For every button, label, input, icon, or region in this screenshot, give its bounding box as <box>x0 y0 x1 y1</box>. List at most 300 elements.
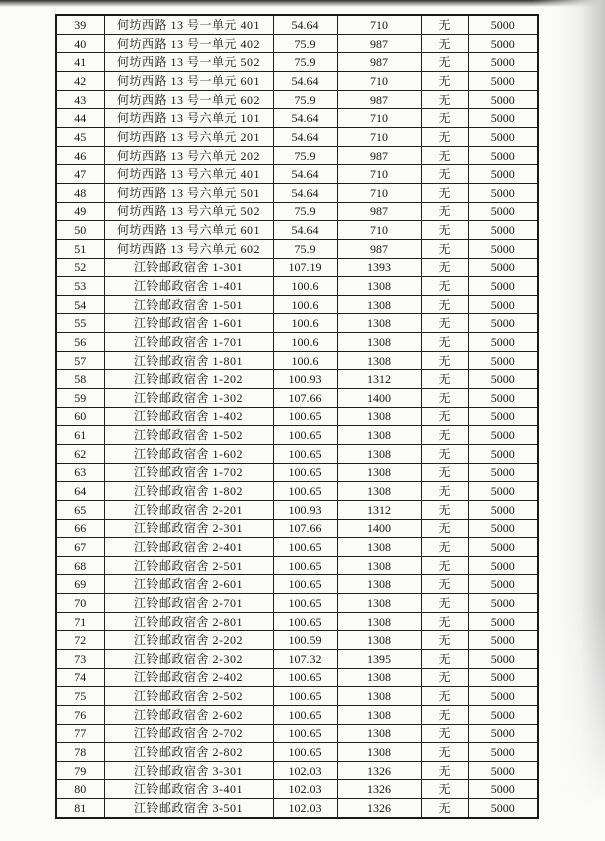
cell-deposit: 5000 <box>468 519 538 538</box>
cell-remark: 无 <box>421 799 468 818</box>
cell-address: 江铃邮政宿舍 2-301 <box>104 519 273 538</box>
cell-no: 80 <box>56 780 104 799</box>
cell-deposit: 5000 <box>468 295 538 314</box>
table-row <box>56 724 538 743</box>
table-row <box>56 705 538 724</box>
cell-deposit: 5000 <box>468 53 538 72</box>
cell-remark: 无 <box>421 705 468 724</box>
table-row <box>56 389 538 408</box>
cell-address: 江铃邮政宿舍 1-501 <box>104 295 273 314</box>
cell-area: 107.32 <box>273 649 337 668</box>
cell-price: 1400 <box>337 389 421 408</box>
cell-deposit: 5000 <box>468 202 538 221</box>
cell-address: 江铃邮政宿舍 2-501 <box>104 556 273 575</box>
table-row <box>56 444 538 463</box>
table-row <box>56 743 538 762</box>
cell-price: 1308 <box>337 333 421 352</box>
cell-address: 江铃邮政宿舍 1-502 <box>104 426 273 445</box>
cell-no: 56 <box>56 333 104 352</box>
cell-deposit: 5000 <box>468 72 538 91</box>
cell-price: 987 <box>337 34 421 53</box>
table-row <box>56 519 538 538</box>
cell-deposit: 5000 <box>468 482 538 501</box>
cell-area: 100.65 <box>273 538 337 557</box>
cell-no: 53 <box>56 277 104 296</box>
cell-deposit: 5000 <box>468 314 538 333</box>
cell-address: 何坊西路 13 号六单元 502 <box>104 202 273 221</box>
cell-area: 75.9 <box>273 146 337 165</box>
cell-area: 100.65 <box>273 612 337 631</box>
cell-area: 102.03 <box>273 761 337 780</box>
cell-remark: 无 <box>421 15 468 34</box>
cell-deposit: 5000 <box>468 407 538 426</box>
cell-remark: 无 <box>421 594 468 613</box>
cell-deposit: 5000 <box>468 444 538 463</box>
cell-area: 100.65 <box>273 724 337 743</box>
cell-deposit: 5000 <box>468 90 538 109</box>
cell-no: 41 <box>56 53 104 72</box>
cell-area: 107.66 <box>273 519 337 538</box>
cell-no: 48 <box>56 183 104 202</box>
table-row <box>56 370 538 389</box>
cell-deposit: 5000 <box>468 351 538 370</box>
cell-deposit: 5000 <box>468 463 538 482</box>
cell-no: 50 <box>56 221 104 240</box>
cell-remark: 无 <box>421 687 468 706</box>
cell-deposit: 5000 <box>468 556 538 575</box>
cell-no: 46 <box>56 146 104 165</box>
cell-no: 49 <box>56 202 104 221</box>
cell-address: 何坊西路 13 号一单元 602 <box>104 90 273 109</box>
table-row <box>56 500 538 519</box>
cell-no: 59 <box>56 389 104 408</box>
table-row <box>56 258 538 277</box>
cell-deposit: 5000 <box>468 538 538 557</box>
cell-address: 江铃邮政宿舍 1-401 <box>104 277 273 296</box>
table-row <box>56 668 538 687</box>
table-row <box>56 128 538 147</box>
cell-no: 55 <box>56 314 104 333</box>
cell-area: 100.65 <box>273 705 337 724</box>
table-row <box>56 426 538 445</box>
cell-no: 62 <box>56 444 104 463</box>
cell-price: 1308 <box>337 295 421 314</box>
cell-remark: 无 <box>421 389 468 408</box>
cell-address: 江铃邮政宿舍 1-602 <box>104 444 273 463</box>
cell-remark: 无 <box>421 444 468 463</box>
table-row <box>56 239 538 258</box>
table-row <box>56 183 538 202</box>
table-row <box>56 687 538 706</box>
table-row <box>56 165 538 184</box>
cell-no: 66 <box>56 519 104 538</box>
cell-no: 75 <box>56 687 104 706</box>
cell-no: 78 <box>56 743 104 762</box>
cell-remark: 无 <box>421 221 468 240</box>
cell-area: 54.64 <box>273 165 337 184</box>
cell-price: 1308 <box>337 631 421 650</box>
cell-address: 江铃邮政宿舍 3-401 <box>104 780 273 799</box>
cell-area: 100.59 <box>273 631 337 650</box>
cell-area: 100.65 <box>273 407 337 426</box>
cell-address: 江铃邮政宿舍 2-202 <box>104 631 273 650</box>
table-row <box>56 202 538 221</box>
cell-deposit: 5000 <box>468 631 538 650</box>
cell-area: 54.64 <box>273 183 337 202</box>
cell-area: 100.65 <box>273 426 337 445</box>
cell-price: 1308 <box>337 724 421 743</box>
cell-no: 39 <box>56 15 104 34</box>
cell-price: 710 <box>337 72 421 91</box>
cell-address: 何坊西路 13 号六单元 201 <box>104 128 273 147</box>
cell-no: 40 <box>56 34 104 53</box>
cell-remark: 无 <box>421 258 468 277</box>
cell-remark: 无 <box>421 90 468 109</box>
cell-price: 710 <box>337 183 421 202</box>
cell-area: 100.6 <box>273 351 337 370</box>
cell-address: 何坊西路 13 号一单元 402 <box>104 34 273 53</box>
cell-no: 69 <box>56 575 104 594</box>
cell-price: 987 <box>337 53 421 72</box>
cell-address: 何坊西路 13 号六单元 501 <box>104 183 273 202</box>
table-row <box>56 333 538 352</box>
cell-price: 1308 <box>337 463 421 482</box>
cell-area: 54.64 <box>273 15 337 34</box>
cell-remark: 无 <box>421 426 468 445</box>
cell-remark: 无 <box>421 668 468 687</box>
table-row <box>56 314 538 333</box>
cell-deposit: 5000 <box>468 258 538 277</box>
table-row <box>56 295 538 314</box>
cell-remark: 无 <box>421 743 468 762</box>
cell-address: 江铃邮政宿舍 2-801 <box>104 612 273 631</box>
cell-remark: 无 <box>421 463 468 482</box>
cell-deposit: 5000 <box>468 724 538 743</box>
cell-deposit: 5000 <box>468 370 538 389</box>
cell-address: 何坊西路 13 号六单元 202 <box>104 146 273 165</box>
cell-area: 107.66 <box>273 389 337 408</box>
cell-address: 江铃邮政宿舍 2-302 <box>104 649 273 668</box>
cell-deposit: 5000 <box>468 799 538 818</box>
table-row <box>56 761 538 780</box>
cell-remark: 无 <box>421 165 468 184</box>
cell-remark: 无 <box>421 72 468 91</box>
cell-no: 71 <box>56 612 104 631</box>
cell-address: 何坊西路 13 号六单元 602 <box>104 239 273 258</box>
cell-deposit: 5000 <box>468 277 538 296</box>
scan-right-edge-shadow <box>557 0 605 841</box>
table-row <box>56 53 538 72</box>
cell-price: 710 <box>337 221 421 240</box>
cell-area: 75.9 <box>273 53 337 72</box>
cell-price: 1308 <box>337 314 421 333</box>
cell-remark: 无 <box>421 500 468 519</box>
cell-no: 43 <box>56 90 104 109</box>
cell-area: 54.64 <box>273 221 337 240</box>
cell-deposit: 5000 <box>468 34 538 53</box>
table-row <box>56 146 538 165</box>
cell-address: 江铃邮政宿舍 3-301 <box>104 761 273 780</box>
cell-deposit: 5000 <box>468 761 538 780</box>
cell-price: 1308 <box>337 612 421 631</box>
cell-no: 79 <box>56 761 104 780</box>
cell-no: 77 <box>56 724 104 743</box>
cell-area: 102.03 <box>273 780 337 799</box>
cell-address: 江铃邮政宿舍 1-802 <box>104 482 273 501</box>
cell-no: 68 <box>56 556 104 575</box>
cell-area: 75.9 <box>273 239 337 258</box>
cell-address: 何坊西路 13 号六单元 601 <box>104 221 273 240</box>
cell-price: 1308 <box>337 687 421 706</box>
cell-remark: 无 <box>421 407 468 426</box>
cell-area: 54.64 <box>273 109 337 128</box>
cell-address: 江铃邮政宿舍 1-301 <box>104 258 273 277</box>
cell-area: 54.64 <box>273 128 337 147</box>
cell-remark: 无 <box>421 277 468 296</box>
cell-price: 710 <box>337 15 421 34</box>
cell-area: 100.65 <box>273 463 337 482</box>
table-row <box>56 556 538 575</box>
cell-price: 1400 <box>337 519 421 538</box>
cell-deposit: 5000 <box>468 333 538 352</box>
cell-deposit: 5000 <box>468 780 538 799</box>
table-row <box>56 72 538 91</box>
cell-price: 987 <box>337 239 421 258</box>
cell-address: 江铃邮政宿舍 1-302 <box>104 389 273 408</box>
cell-no: 61 <box>56 426 104 445</box>
cell-no: 42 <box>56 72 104 91</box>
cell-deposit: 5000 <box>468 15 538 34</box>
cell-address: 江铃邮政宿舍 2-702 <box>104 724 273 743</box>
cell-address: 江铃邮政宿舍 1-601 <box>104 314 273 333</box>
cell-address: 江铃邮政宿舍 1-801 <box>104 351 273 370</box>
table-row <box>56 407 538 426</box>
cell-price: 1326 <box>337 780 421 799</box>
table-body <box>56 15 538 818</box>
cell-remark: 无 <box>421 538 468 557</box>
table-row <box>56 799 538 818</box>
cell-address: 何坊西路 13 号六单元 101 <box>104 109 273 128</box>
cell-no: 65 <box>56 500 104 519</box>
cell-area: 75.9 <box>273 202 337 221</box>
cell-address: 江铃邮政宿舍 2-802 <box>104 743 273 762</box>
cell-area: 100.65 <box>273 668 337 687</box>
cell-deposit: 5000 <box>468 128 538 147</box>
cell-address: 江铃邮政宿舍 1-702 <box>104 463 273 482</box>
property-listing-table <box>55 14 539 819</box>
cell-no: 72 <box>56 631 104 650</box>
cell-remark: 无 <box>421 649 468 668</box>
cell-price: 1312 <box>337 500 421 519</box>
cell-address: 江铃邮政宿舍 2-402 <box>104 668 273 687</box>
table-row <box>56 631 538 650</box>
cell-remark: 无 <box>421 631 468 650</box>
cell-deposit: 5000 <box>468 165 538 184</box>
cell-no: 52 <box>56 258 104 277</box>
cell-remark: 无 <box>421 780 468 799</box>
cell-address: 何坊西路 13 号一单元 502 <box>104 53 273 72</box>
cell-address: 江铃邮政宿舍 2-601 <box>104 575 273 594</box>
cell-area: 100.6 <box>273 295 337 314</box>
cell-no: 64 <box>56 482 104 501</box>
cell-no: 58 <box>56 370 104 389</box>
cell-no: 54 <box>56 295 104 314</box>
cell-deposit: 5000 <box>468 575 538 594</box>
cell-remark: 无 <box>421 519 468 538</box>
cell-area: 100.65 <box>273 556 337 575</box>
cell-area: 100.93 <box>273 500 337 519</box>
cell-no: 81 <box>56 799 104 818</box>
cell-price: 1308 <box>337 426 421 445</box>
cell-deposit: 5000 <box>468 239 538 258</box>
cell-remark: 无 <box>421 239 468 258</box>
cell-remark: 无 <box>421 612 468 631</box>
cell-no: 63 <box>56 463 104 482</box>
table-row <box>56 221 538 240</box>
cell-address: 江铃邮政宿舍 2-502 <box>104 687 273 706</box>
cell-no: 74 <box>56 668 104 687</box>
table-row <box>56 351 538 370</box>
cell-price: 1308 <box>337 277 421 296</box>
table-row <box>56 780 538 799</box>
cell-address: 江铃邮政宿舍 2-602 <box>104 705 273 724</box>
cell-address: 何坊西路 13 号六单元 401 <box>104 165 273 184</box>
cell-price: 1308 <box>337 705 421 724</box>
cell-price: 1393 <box>337 258 421 277</box>
cell-area: 100.65 <box>273 482 337 501</box>
cell-price: 1312 <box>337 370 421 389</box>
cell-remark: 无 <box>421 724 468 743</box>
cell-remark: 无 <box>421 109 468 128</box>
cell-address: 何坊西路 13 号一单元 601 <box>104 72 273 91</box>
table-row <box>56 109 538 128</box>
cell-remark: 无 <box>421 146 468 165</box>
cell-address: 江铃邮政宿舍 1-701 <box>104 333 273 352</box>
cell-price: 1308 <box>337 556 421 575</box>
cell-remark: 无 <box>421 482 468 501</box>
table-row <box>56 277 538 296</box>
table-row <box>56 90 538 109</box>
cell-deposit: 5000 <box>468 183 538 202</box>
cell-address: 江铃邮政宿舍 1-202 <box>104 370 273 389</box>
cell-price: 710 <box>337 109 421 128</box>
cell-price: 987 <box>337 202 421 221</box>
cell-price: 1308 <box>337 482 421 501</box>
cell-price: 1308 <box>337 538 421 557</box>
cell-no: 57 <box>56 351 104 370</box>
table-row <box>56 612 538 631</box>
scan-top-edge-shadow <box>0 0 605 7</box>
cell-address: 江铃邮政宿舍 2-701 <box>104 594 273 613</box>
cell-price: 987 <box>337 146 421 165</box>
table-row <box>56 482 538 501</box>
cell-deposit: 5000 <box>468 649 538 668</box>
cell-area: 100.65 <box>273 575 337 594</box>
cell-price: 1308 <box>337 444 421 463</box>
cell-remark: 无 <box>421 761 468 780</box>
cell-price: 1308 <box>337 351 421 370</box>
cell-remark: 无 <box>421 333 468 352</box>
cell-deposit: 5000 <box>468 743 538 762</box>
cell-price: 710 <box>337 165 421 184</box>
cell-deposit: 5000 <box>468 668 538 687</box>
cell-deposit: 5000 <box>468 426 538 445</box>
cell-area: 100.93 <box>273 370 337 389</box>
cell-area: 107.19 <box>273 258 337 277</box>
cell-address: 江铃邮政宿舍 2-401 <box>104 538 273 557</box>
cell-no: 45 <box>56 128 104 147</box>
cell-area: 100.6 <box>273 333 337 352</box>
cell-no: 76 <box>56 705 104 724</box>
cell-price: 1308 <box>337 407 421 426</box>
cell-deposit: 5000 <box>468 146 538 165</box>
cell-no: 44 <box>56 109 104 128</box>
table-row <box>56 575 538 594</box>
cell-deposit: 5000 <box>468 389 538 408</box>
cell-price: 1308 <box>337 575 421 594</box>
cell-area: 100.6 <box>273 314 337 333</box>
cell-remark: 无 <box>421 351 468 370</box>
cell-area: 100.65 <box>273 444 337 463</box>
cell-area: 75.9 <box>273 34 337 53</box>
cell-deposit: 5000 <box>468 109 538 128</box>
cell-price: 1395 <box>337 649 421 668</box>
table-row <box>56 463 538 482</box>
cell-remark: 无 <box>421 53 468 72</box>
cell-area: 75.9 <box>273 90 337 109</box>
cell-price: 987 <box>337 90 421 109</box>
table-row <box>56 594 538 613</box>
cell-no: 73 <box>56 649 104 668</box>
cell-area: 54.64 <box>273 72 337 91</box>
cell-deposit: 5000 <box>468 687 538 706</box>
cell-remark: 无 <box>421 202 468 221</box>
cell-deposit: 5000 <box>468 221 538 240</box>
cell-remark: 无 <box>421 295 468 314</box>
table-row <box>56 649 538 668</box>
cell-remark: 无 <box>421 314 468 333</box>
cell-remark: 无 <box>421 556 468 575</box>
cell-deposit: 5000 <box>468 612 538 631</box>
cell-area: 100.65 <box>273 743 337 762</box>
cell-no: 60 <box>56 407 104 426</box>
cell-no: 47 <box>56 165 104 184</box>
cell-remark: 无 <box>421 183 468 202</box>
cell-no: 67 <box>56 538 104 557</box>
table-row <box>56 538 538 557</box>
cell-no: 70 <box>56 594 104 613</box>
cell-area: 100.65 <box>273 594 337 613</box>
cell-no: 51 <box>56 239 104 258</box>
cell-area: 102.03 <box>273 799 337 818</box>
table-row <box>56 15 538 34</box>
cell-deposit: 5000 <box>468 594 538 613</box>
cell-price: 1308 <box>337 594 421 613</box>
cell-address: 江铃邮政宿舍 1-402 <box>104 407 273 426</box>
cell-address: 江铃邮政宿舍 3-501 <box>104 799 273 818</box>
cell-price: 710 <box>337 128 421 147</box>
cell-remark: 无 <box>421 34 468 53</box>
table-row <box>56 34 538 53</box>
cell-area: 100.6 <box>273 277 337 296</box>
cell-address: 江铃邮政宿舍 2-201 <box>104 500 273 519</box>
cell-price: 1326 <box>337 799 421 818</box>
cell-deposit: 5000 <box>468 500 538 519</box>
cell-remark: 无 <box>421 128 468 147</box>
cell-address: 何坊西路 13 号一单元 401 <box>104 15 273 34</box>
cell-price: 1308 <box>337 743 421 762</box>
cell-deposit: 5000 <box>468 705 538 724</box>
